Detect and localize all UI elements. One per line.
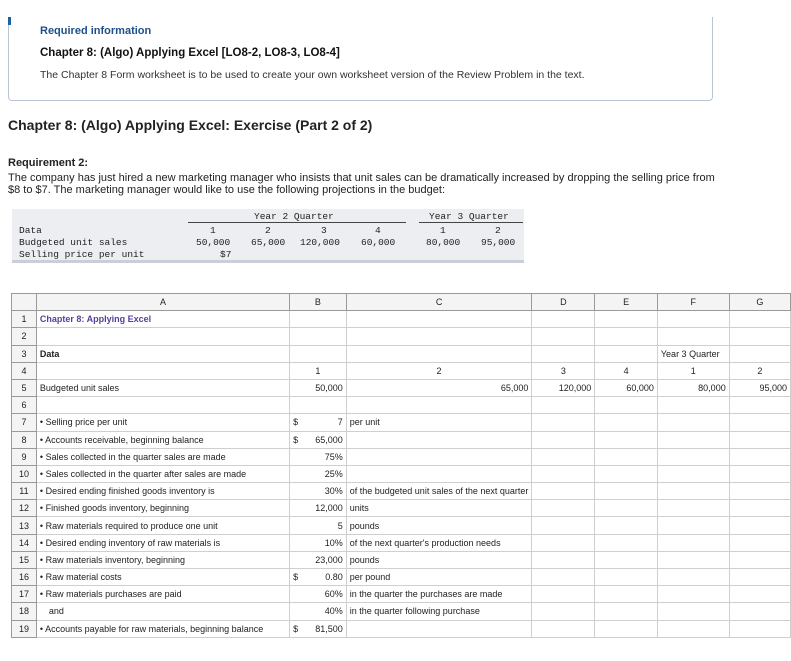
cell-a[interactable]: • Raw material costs: [36, 569, 289, 586]
price-value: $7: [220, 249, 232, 260]
cell-e[interactable]: [595, 311, 658, 328]
cell-d[interactable]: [532, 534, 595, 551]
cell-b-value: 25%: [324, 468, 343, 479]
cell-c[interactable]: in the quarter following purchase: [346, 603, 532, 620]
cell-b[interactable]: [290, 483, 347, 500]
cell-d[interactable]: [532, 551, 595, 568]
cell-f[interactable]: [657, 328, 729, 345]
cell-e[interactable]: 4: [595, 362, 658, 379]
table-bottom-rule: [12, 260, 524, 263]
cell-b[interactable]: [290, 551, 347, 568]
cell-f[interactable]: [657, 414, 729, 431]
table-row: [12, 465, 791, 482]
cell-c[interactable]: [346, 397, 532, 414]
table-row: [12, 345, 791, 362]
chapter-description: The Chapter 8 Form worksheet is to be used to create your own worksheet version of the Review Problem in the text.: [40, 69, 585, 81]
row-number: 17: [12, 586, 37, 603]
cell-g[interactable]: [729, 586, 790, 603]
row-number: 10: [12, 465, 37, 482]
cell-b[interactable]: [290, 586, 347, 603]
sales-value: 95,000: [481, 237, 516, 248]
cell-a[interactable]: • Sales collected in the quarter sales are made: [36, 448, 289, 465]
row-label-sales: Budgeted unit sales: [19, 237, 128, 248]
cell-e[interactable]: [595, 328, 658, 345]
currency-symbol: $: [293, 623, 299, 634]
cell-b[interactable]: [290, 431, 347, 448]
cell-a[interactable]: • Raw materials inventory, beginning: [36, 551, 289, 568]
cell-b[interactable]: [290, 534, 347, 551]
table-row: [12, 311, 791, 328]
cell-e[interactable]: [595, 465, 658, 482]
cell-b[interactable]: [290, 620, 347, 637]
cell-e[interactable]: 60,000: [595, 379, 658, 396]
required-information-panel: [8, 17, 713, 101]
row-number: 1: [12, 311, 37, 328]
cell-d[interactable]: [532, 569, 595, 586]
cell-d[interactable]: [532, 414, 595, 431]
cell-e[interactable]: [595, 397, 658, 414]
cell-f[interactable]: [657, 500, 729, 517]
cell-f[interactable]: [657, 586, 729, 603]
cell-b[interactable]: [290, 465, 347, 482]
cell-b-value: 5: [337, 520, 343, 531]
quarter-num: 1: [440, 225, 446, 236]
cell-d[interactable]: 3: [532, 362, 595, 379]
cell-b-value: 75%: [324, 451, 343, 462]
cell-c[interactable]: pounds: [346, 517, 532, 534]
cell-g[interactable]: [729, 483, 790, 500]
row-label-price: Selling price per unit: [19, 249, 145, 260]
cell-e[interactable]: [595, 586, 658, 603]
cell-f[interactable]: [657, 603, 729, 620]
cell-g[interactable]: [729, 465, 790, 482]
cell-a[interactable]: Data: [36, 345, 289, 362]
cell-f[interactable]: 80,000: [657, 379, 729, 396]
cell-g[interactable]: [729, 328, 790, 345]
cell-b-value: 60%: [324, 589, 343, 600]
cell-g[interactable]: 95,000: [729, 379, 790, 396]
row-number: 4: [12, 362, 37, 379]
quarter-num: 1: [210, 225, 216, 236]
cell-a[interactable]: and: [36, 603, 289, 620]
cell-a[interactable]: [36, 397, 289, 414]
table-row: [12, 362, 791, 379]
column-header[interactable]: D: [532, 294, 595, 311]
row-label-data: Data: [19, 225, 42, 236]
cell-e[interactable]: [595, 448, 658, 465]
row-number: 16: [12, 569, 37, 586]
column-header-row: [12, 294, 791, 311]
year2-header-rule: [188, 222, 406, 223]
table-row: [12, 603, 791, 620]
cell-g[interactable]: [729, 414, 790, 431]
cell-b[interactable]: [290, 500, 347, 517]
cell-d[interactable]: 120,000: [532, 379, 595, 396]
cell-f[interactable]: [657, 569, 729, 586]
cell-d[interactable]: [532, 465, 595, 482]
cell-g[interactable]: [729, 620, 790, 637]
cell-e[interactable]: [595, 500, 658, 517]
cell-b-value: 30%: [324, 486, 343, 497]
cell-b[interactable]: [290, 448, 347, 465]
cell-b-value: 81,500: [315, 623, 343, 634]
row-number: 8: [12, 431, 37, 448]
cell-b[interactable]: [290, 379, 347, 396]
cell-c[interactable]: 2: [346, 362, 532, 379]
cell-b[interactable]: [290, 569, 347, 586]
cell-d[interactable]: [532, 586, 595, 603]
table-row: [12, 483, 791, 500]
cell-c[interactable]: [346, 465, 532, 482]
cell-f[interactable]: [657, 311, 729, 328]
table-row: [12, 500, 791, 517]
cell-a[interactable]: • Desired ending finished goods inventory is: [36, 483, 289, 500]
cell-b-value: 50,000: [315, 383, 343, 394]
sales-value: 60,000: [361, 237, 396, 248]
cell-g[interactable]: [729, 551, 790, 568]
cell-e[interactable]: [595, 569, 658, 586]
cell-e[interactable]: [595, 483, 658, 500]
sales-value: 80,000: [426, 237, 461, 248]
cell-a[interactable]: • Finished goods inventory, beginning: [36, 500, 289, 517]
cell-e[interactable]: [595, 620, 658, 637]
cell-a[interactable]: • Desired ending inventory of raw materials is: [36, 534, 289, 551]
currency-symbol: $: [293, 417, 299, 428]
chapter-title: Chapter 8: (Algo) Applying Excel [LO8-2, LO8-3, LO8-4]: [40, 47, 340, 59]
cell-g[interactable]: [729, 534, 790, 551]
cell-c[interactable]: per unit: [346, 414, 532, 431]
cell-d[interactable]: [532, 517, 595, 534]
table-row: [12, 379, 791, 396]
cell-d[interactable]: [532, 620, 595, 637]
cell-b[interactable]: [290, 362, 347, 379]
cell-g[interactable]: 2: [729, 362, 790, 379]
quarter-num: 2: [495, 225, 501, 236]
cell-e[interactable]: [595, 534, 658, 551]
column-header[interactable]: B: [290, 294, 347, 311]
cell-e[interactable]: [595, 603, 658, 620]
spreadsheet: [11, 293, 791, 638]
table-row: [12, 448, 791, 465]
sales-value: 120,000: [300, 237, 340, 248]
table-row: [12, 414, 791, 431]
cell-g[interactable]: [729, 397, 790, 414]
cell-b-value: 65,000: [315, 434, 343, 445]
row-number: 7: [12, 414, 37, 431]
cell-b-value: 12,000: [315, 503, 343, 514]
sales-value: 65,000: [251, 237, 286, 248]
cell-b-value: 7: [337, 417, 343, 428]
cell-d[interactable]: [532, 311, 595, 328]
cell-b[interactable]: [290, 397, 347, 414]
required-info-label: Required information: [40, 25, 152, 37]
column-header[interactable]: C: [346, 294, 532, 311]
row-number: 6: [12, 397, 37, 414]
cell-c[interactable]: 65,000: [346, 379, 532, 396]
cell-c[interactable]: [346, 311, 532, 328]
cell-b-value: 40%: [324, 606, 343, 617]
cell-a[interactable]: • Raw materials purchases are paid: [36, 586, 289, 603]
cell-b[interactable]: [290, 345, 347, 362]
cell-a[interactable]: • Sales collected in the quarter after sales are made: [36, 465, 289, 482]
cell-c[interactable]: of the budgeted unit sales of the next quarter: [346, 483, 532, 500]
row-number: 5: [12, 379, 37, 396]
quarter-num: 3: [321, 225, 327, 236]
cell-f[interactable]: [657, 431, 729, 448]
cell-e[interactable]: [595, 517, 658, 534]
cell-d[interactable]: [532, 603, 595, 620]
cell-g[interactable]: [729, 517, 790, 534]
cell-f[interactable]: 1: [657, 362, 729, 379]
cell-c[interactable]: [346, 620, 532, 637]
cell-b-value: 10%: [324, 537, 343, 548]
panel-accent-bar: [8, 17, 11, 25]
cell-a[interactable]: • Selling price per unit: [36, 414, 289, 431]
cell-d[interactable]: [532, 397, 595, 414]
cell-c[interactable]: units: [346, 500, 532, 517]
exercise-title: Chapter 8: (Algo) Applying Excel: Exercise (Part 2 of 2): [8, 117, 373, 133]
row-number: 12: [12, 500, 37, 517]
cell-b[interactable]: [290, 328, 347, 345]
cell-d[interactable]: [532, 483, 595, 500]
cell-a[interactable]: • Accounts receivable, beginning balance: [36, 431, 289, 448]
table-row: [12, 517, 791, 534]
cell-c[interactable]: [346, 328, 532, 345]
cell-a[interactable]: [36, 328, 289, 345]
quarter-num: 4: [375, 225, 381, 236]
column-header[interactable]: F: [657, 294, 729, 311]
requirement-label: Requirement 2:: [8, 157, 89, 169]
row-number: 9: [12, 448, 37, 465]
table-row: [12, 569, 791, 586]
cell-e[interactable]: [595, 414, 658, 431]
cell-f[interactable]: [657, 448, 729, 465]
cell-f[interactable]: [657, 483, 729, 500]
table-row: [12, 328, 791, 345]
cell-c[interactable]: [346, 448, 532, 465]
cell-g[interactable]: [729, 345, 790, 362]
cell-b[interactable]: [290, 603, 347, 620]
cell-e[interactable]: [595, 551, 658, 568]
row-number: 3: [12, 345, 37, 362]
row-number: 13: [12, 517, 37, 534]
cell-f[interactable]: [657, 517, 729, 534]
cell-c[interactable]: [346, 345, 532, 362]
cell-d[interactable]: [532, 328, 595, 345]
year3-header-rule: [419, 222, 523, 223]
cell-b[interactable]: [290, 311, 347, 328]
column-header[interactable]: E: [595, 294, 658, 311]
table-row: [12, 586, 791, 603]
row-number: 11: [12, 483, 37, 500]
row-number: 2: [12, 328, 37, 345]
cell-g[interactable]: [729, 603, 790, 620]
cell-c[interactable]: per pound: [346, 569, 532, 586]
cell-g[interactable]: [729, 500, 790, 517]
column-header[interactable]: A: [36, 294, 289, 311]
cell-a[interactable]: • Accounts payable for raw materials, beginning balance: [36, 620, 289, 637]
cell-d[interactable]: [532, 345, 595, 362]
cell-b[interactable]: [290, 414, 347, 431]
cell-g[interactable]: [729, 311, 790, 328]
cell-e[interactable]: [595, 431, 658, 448]
cell-a[interactable]: [36, 362, 289, 379]
cell-e[interactable]: [595, 345, 658, 362]
cell-f[interactable]: [657, 465, 729, 482]
currency-symbol: $: [293, 572, 299, 583]
cell-g[interactable]: [729, 431, 790, 448]
cell-c[interactable]: pounds: [346, 551, 532, 568]
table-row: [12, 431, 791, 448]
cell-a[interactable]: Budgeted unit sales: [36, 379, 289, 396]
cell-d[interactable]: [532, 500, 595, 517]
currency-symbol: $: [293, 434, 299, 445]
cell-b-value: 0.80: [325, 572, 343, 583]
column-header[interactable]: G: [729, 294, 790, 311]
row-number: 18: [12, 603, 37, 620]
year3-quarter-header: Year 3 Quarter: [429, 211, 509, 222]
cell-g[interactable]: [729, 569, 790, 586]
year2-quarter-header: Year 2 Quarter: [254, 211, 334, 222]
row-number: 19: [12, 620, 37, 637]
cell-f[interactable]: [657, 534, 729, 551]
cell-c[interactable]: in the quarter the purchases are made: [346, 586, 532, 603]
quarter-num: 2: [265, 225, 271, 236]
table-row: [12, 551, 791, 568]
cell-f[interactable]: [657, 620, 729, 637]
cell-a[interactable]: Chapter 8: Applying Excel: [36, 311, 289, 328]
projection-table: [12, 209, 524, 263]
cell-f[interactable]: [657, 551, 729, 568]
cell-b-value: 23,000: [315, 554, 343, 565]
cell-d[interactable]: [532, 431, 595, 448]
cell-b-value: 1: [315, 365, 321, 376]
corner-cell: [12, 294, 37, 311]
row-number: 14: [12, 534, 37, 551]
table-row: [12, 397, 791, 414]
table-row: [12, 620, 791, 637]
sales-value: 50,000: [196, 237, 231, 248]
row-number: 15: [12, 551, 37, 568]
cell-d[interactable]: [532, 448, 595, 465]
cell-c[interactable]: [346, 431, 532, 448]
requirement-text: The company has just hired a new marketing manager who insists that unit sales can be dramatically increased by dropping the selling price from $8 to $7. The marketing manager would like to use the following projections in the budget:: [8, 172, 715, 196]
cell-c[interactable]: of the next quarter's production needs: [346, 534, 532, 551]
table-row: [12, 534, 791, 551]
cell-a[interactable]: • Raw materials required to produce one unit: [36, 517, 289, 534]
cell-f[interactable]: [657, 397, 729, 414]
cell-f[interactable]: Year 3 Quarter: [657, 345, 729, 362]
cell-g[interactable]: [729, 448, 790, 465]
cell-b[interactable]: [290, 517, 347, 534]
